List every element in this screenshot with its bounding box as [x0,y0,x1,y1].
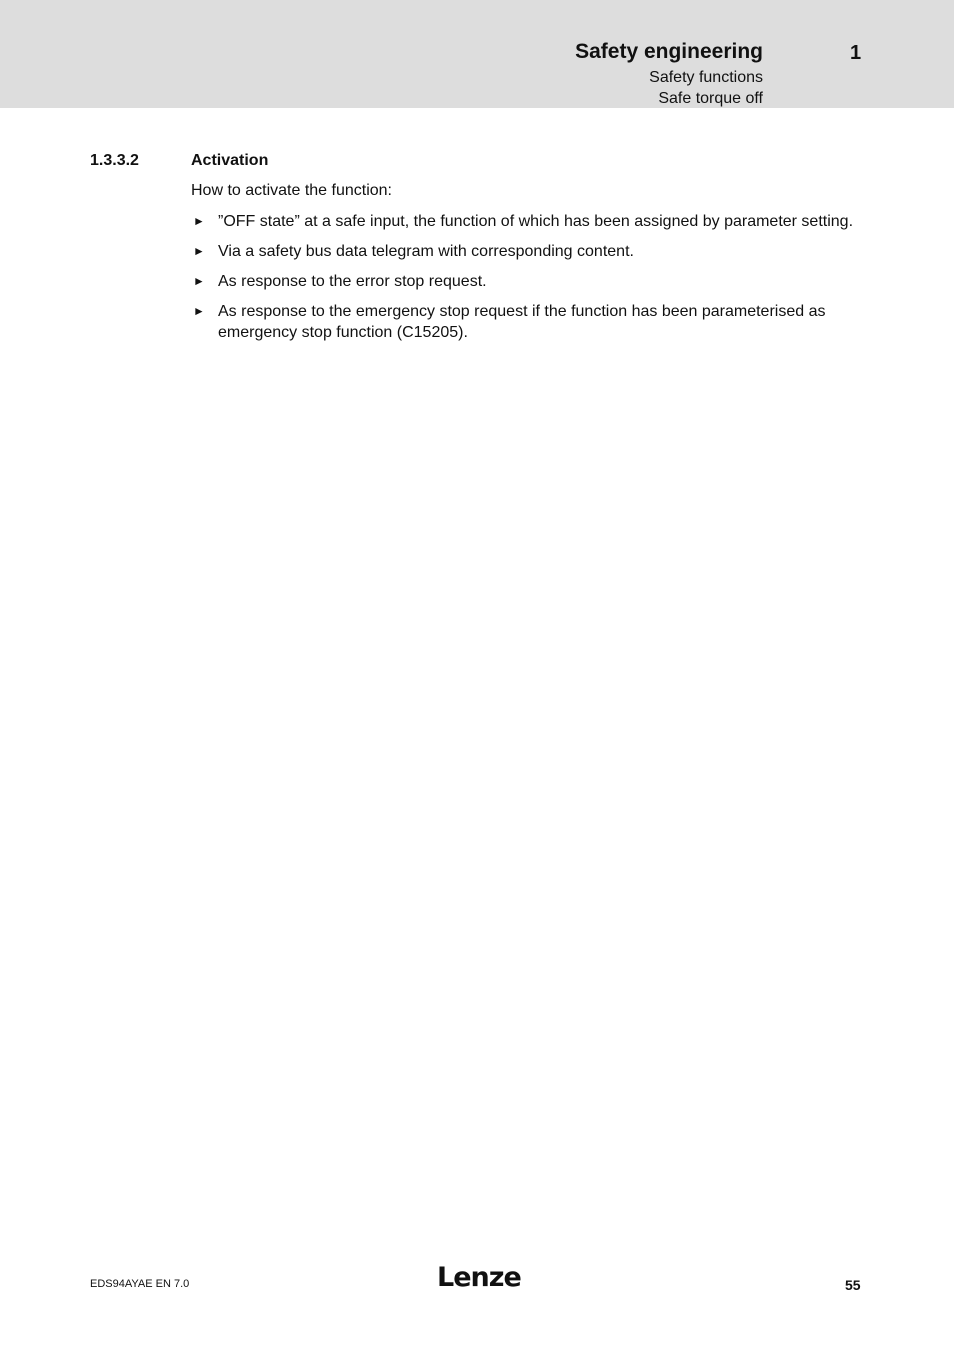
lenze-logo: Lenze [437,1262,521,1293]
triangle-bullet-icon: ► [193,244,205,258]
activation-list [191,211,856,352]
list-item [191,271,856,292]
header-band [0,0,954,108]
list-item-text: Via a safety bus data telegram with corresponding content. [218,243,634,260]
list-item-text: ”OFF state” at a safe input, the function of which has been assigned by parameter setting. [218,213,854,230]
list-item [191,301,856,343]
page-number: 55 [845,1277,861,1293]
section-breadcrumb-1: Safety functions [649,69,763,86]
triangle-bullet-icon: ► [193,274,205,288]
chapter-title: Safety engineering [575,40,763,63]
section-number: 1.3.3.2 [90,152,139,169]
triangle-bullet-icon: ► [193,304,205,318]
triangle-bullet-icon: ► [193,214,205,228]
list-item [191,211,856,232]
list-item-text: As response to the error stop request. [218,273,487,290]
intro-text: How to activate the function: [191,182,392,199]
section-title: Activation [191,152,269,169]
chapter-number: 1 [850,42,862,64]
document-code: EDS94AYAE EN 7.0 [90,1278,190,1290]
list-item-text: As response to the emergency stop request if the function has been parameterised as emergency stop function (C15205). [218,303,826,341]
section-breadcrumb-2: Safe torque off [658,90,763,107]
list-item [191,241,856,262]
